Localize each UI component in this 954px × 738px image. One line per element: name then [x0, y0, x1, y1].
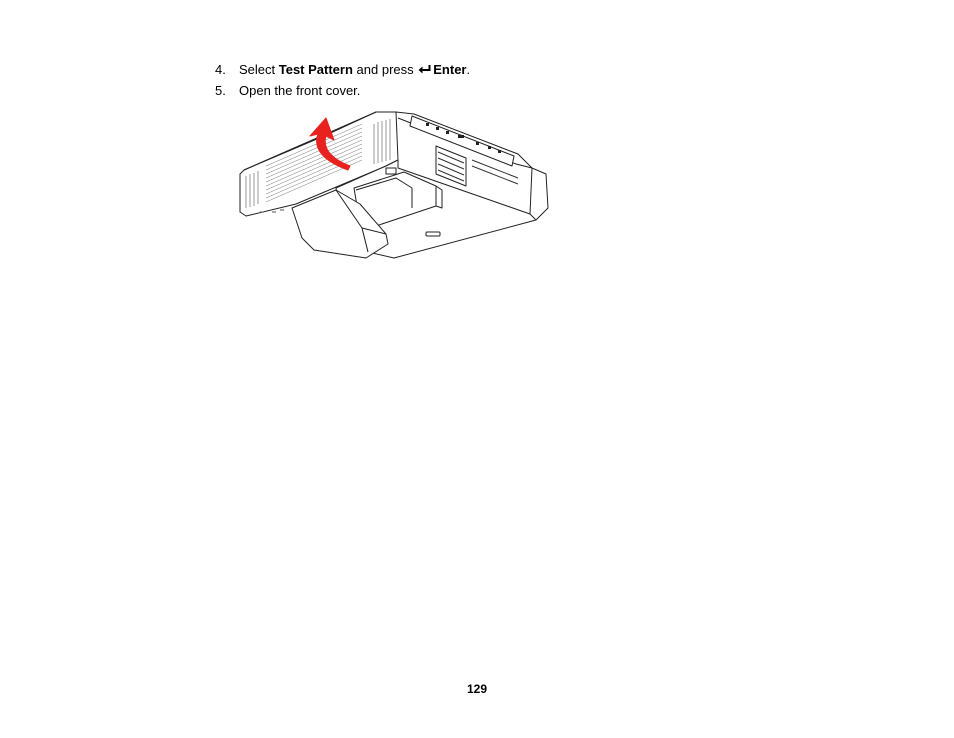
page-number: 129 [466, 682, 488, 696]
step-4 [215, 62, 470, 78]
step-number: 4. [215, 62, 226, 77]
step-text-pre: Select [239, 62, 279, 77]
projector-illustration [236, 108, 550, 262]
enter-label: Enter [433, 62, 467, 77]
enter-key-icon [418, 64, 431, 75]
step-5 [215, 83, 360, 99]
menu-item-test-pattern: Test Pattern [278, 62, 353, 77]
step-text-mid: and press [352, 62, 418, 77]
step-text: Open the front cover. [239, 83, 361, 98]
step-number: 5. [215, 83, 226, 98]
step-text-post: . [466, 62, 471, 77]
